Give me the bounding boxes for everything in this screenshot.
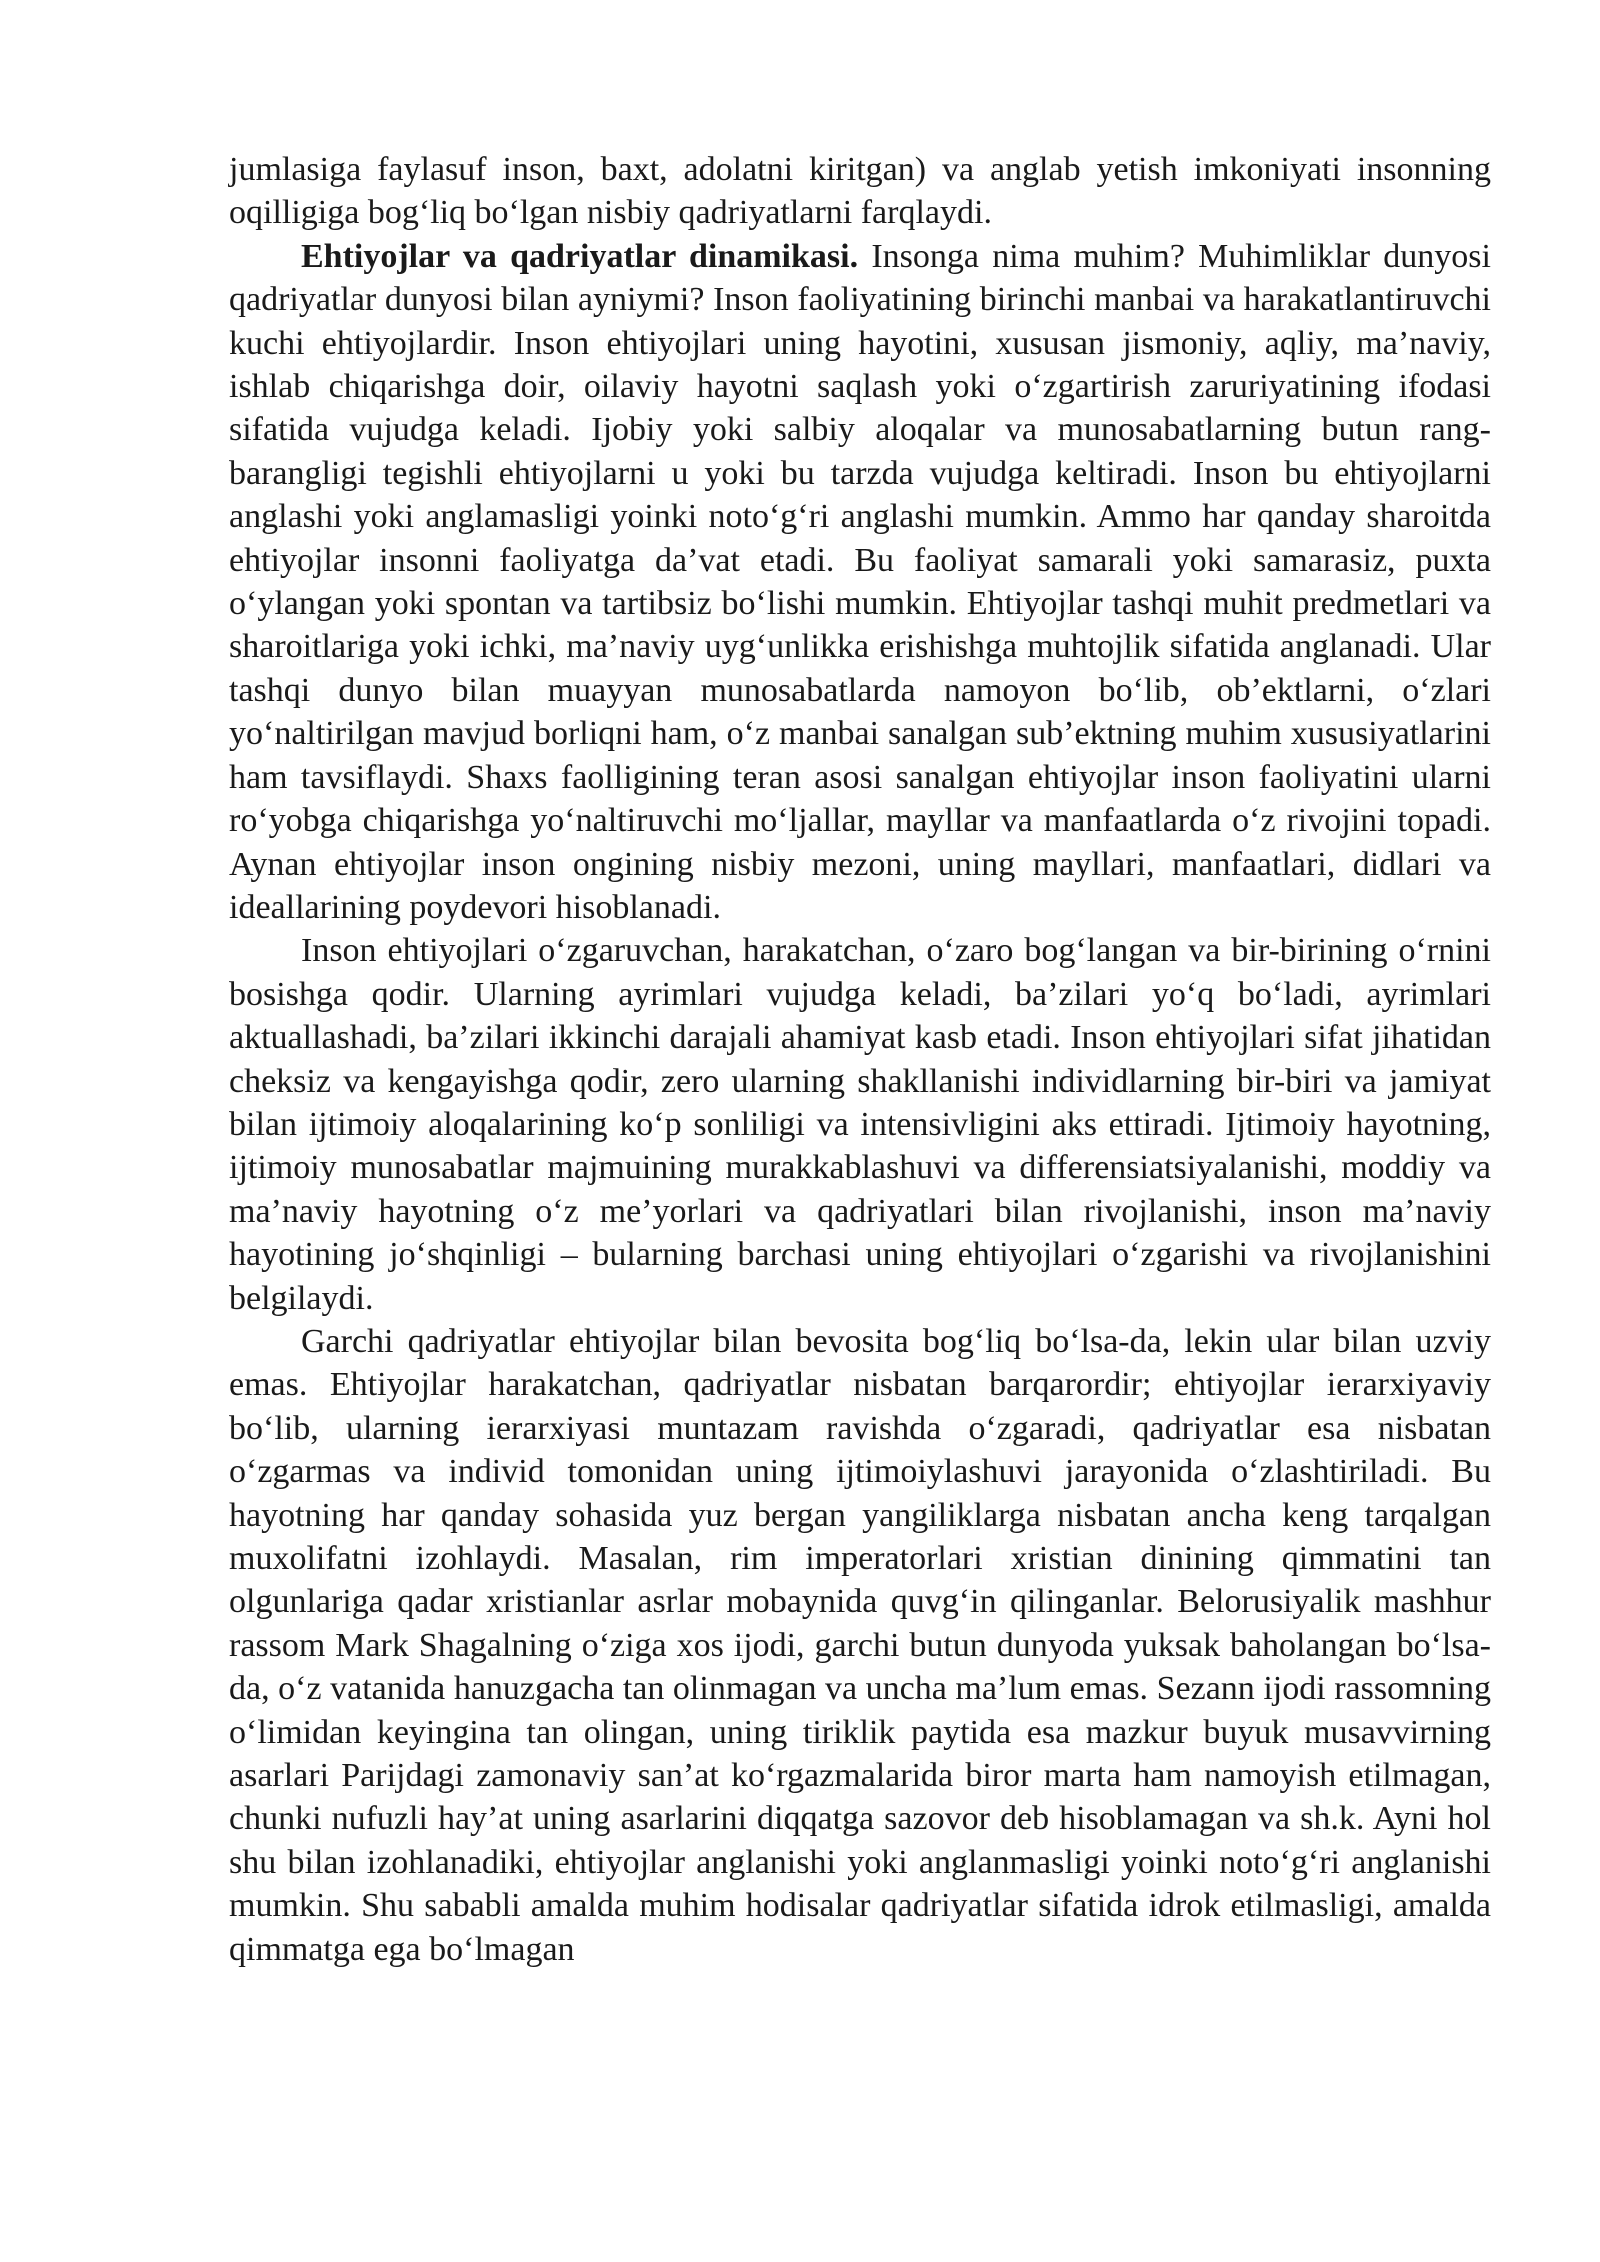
section-heading-inline: Ehtiyojlar va qadriyatlar dinamikasi. <box>301 237 859 275</box>
paragraph-text: Inson ehtiyojlari o‘zgaruvchan, harakatchan, o‘zaro bog‘langan va bir-birining o‘rnini bosishga qodir. Ularning ayrimlari vujudga keladi, ba’zilari yo‘q bo‘ladi, ayrimlari aktuallashadi, ba’zilari ikkinchi darajali ahamiyat kasb etadi. Inson ehtiyojlari sifat jihatidan cheksiz va kengayishga qodir, zero ularning shakllanishi individlarning bir-biri va jamiyat bilan ijtimoiy aloqalarining ko‘p sonliligi va intensivligini aks ettiradi. Ijtimoiy hayotning, ijtimoiy munosabatlar majmuining murakkablashuvi va differensiatsiyalanishi, moddiy va ma’naviy hayotning o‘z me’yorlari va qadriyatlari bilan rivojlanishi, inson ma’naviy hayotining jo‘shqinligi – bularning barchasi uning ehtiyojlari o‘zgarishi va rivojlanishini belgilaydi. <box>229 932 1491 1317</box>
paragraph-text: Garchi qadriyatlar ehtiyojlar bilan bevosita bog‘liq bo‘lsa-da, lekin ular bilan uzviy emas. Ehtiyojlar harakatchan, qadriyatlar nisbatan barqarordir; ehtiyojlar ierarxiyaviy bo‘lib, ularning ierarxiyasi muntazam ravishda o‘zgaradi, qadriyatlar esa nisbatan o‘zgarmas va individ tomonidan uning ijtimoiylashuvi jarayonida o‘zlashtiriladi. Bu hayotning har qanday sohasida yuz bergan yangiliklarga nisbatan ancha keng tarqalgan muxolifatni izohlaydi. Masalan, rim imperatorlari xristian dinining qimmatini tan olgunlariga qadar xristianlar asrlar mobaynida quvg‘in qilinganlar. Belorusiyalik mashhur rassom Mark Shagalning o‘ziga xos ijodi, garchi butun dunyoda yuksak baholangan bo‘lsa-da, o‘z vatanida hanuzgacha tan olinmagan va uncha ma’lum emas. Sezann ijodi rassomning o‘limidan keyingina tan olingan, uning tiriklik paytida esa mazkur buyuk musavvirning asarlari Parijdagi zamonaviy san’at ko‘rgazmalarida biror marta ham namoyish etilmagan, chunki nufuzli hay’at uning asarlarini diqqatga sazovor deb hisoblamagan va sh.k. Ayni hol shu bilan izohlanadiki, ehtiyojlar anglanishi yoki anglanmasligi yoinki noto‘g‘ri anglanishi mumkin. Shu sababli amalda muhim hodisalar qadriyatlar sifatida idrok etilmasligi, amalda qimmatga ega bo‘lmagan <box>229 1322 1491 1968</box>
paragraph-needs-and-values <box>229 235 1491 930</box>
paragraph-values-and-needs <box>229 1320 1491 1971</box>
paragraph-needs-changeable <box>229 929 1491 1320</box>
paragraph-text: Insonga nima muhim? Muhimliklar dunyosi qadriyatlar dunyosi bilan ayniymi? Inson faoliyatining birinchi manbai va harakatlantiruvchi kuchi ehtiyojlardir. Inson ehtiyojlari uning hayotini, xususan jismoniy, aqliy, ma’naviy, ishlab chiqarishga doir, oilaviy hayotni saqlash yoki o‘zgartirish zaruriyatining ifodasi sifatida vujudga keladi. Ijobiy yoki salbiy aloqalar va munosabatlarning butun rang-barangligi tegishli ehtiyojlarni u yoki bu tarzda vujudga keltiradi. Inson bu ehtiyojlarni anglashi yoki anglamasligi yoinki noto‘g‘ri anglashi mumkin. Ammo har qanday sharoitda ehtiyojlar insonni faoliyatga da’vat etadi. Bu faoliyat samarali yoki samarasiz, puxta o‘ylangan yoki spontan va tartibsiz bo‘lishi mumkin. Ehtiyojlar tashqi muhit predmetlari va sharoitlariga yoki ichki, ma’naviy uyg‘unlikka erishishga muhtojlik sifatida anglanadi. Ular tashqi dunyo bilan muayyan munosabatlarda namoyon bo‘lib, ob’ektlarni, o‘zlari yo‘naltirilgan mavjud borliqni ham, o‘z manbai sanalgan sub’ektning muhim xususiyatlarini ham tavsiflaydi. Shaxs faolligining teran asosi sanalgan ehtiyojlar inson faoliyatini ularni ro‘yobga chiqarishga yo‘naltiruvchi mo‘ljallar, mayllar va manfaatlarda o‘z rivojini topadi. Aynan ehtiyojlar inson ongining nisbiy mezoni, uning mayllari, manfaatlari, didlari va ideallarining poydevori hisoblanadi. <box>229 237 1491 926</box>
paragraph-continuation <box>229 148 1491 235</box>
document-page <box>229 148 1491 1971</box>
paragraph-text: jumlasiga faylasuf inson, baxt, adolatni kiritgan) va anglab yetish imkoniyati insonning oqilligiga bog‘liq bo‘lgan nisbiy qadriyatlarni farqlaydi. <box>229 151 1491 232</box>
